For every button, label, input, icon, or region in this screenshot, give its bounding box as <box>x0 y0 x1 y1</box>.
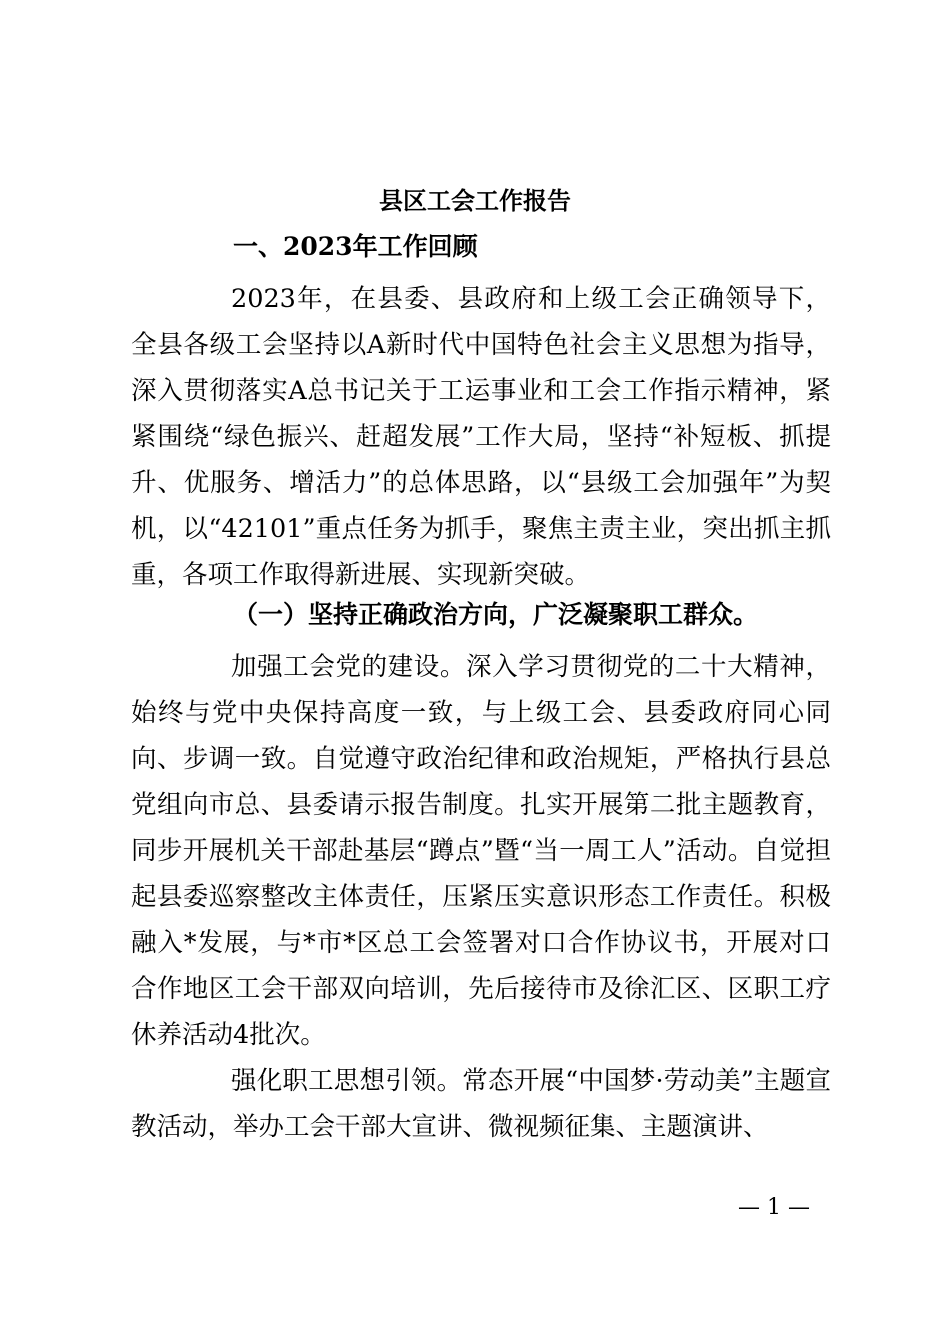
section-heading-work-review: 一、2023年工作回顾 <box>233 232 478 261</box>
paragraph-ideology: 强化职工思想引领。常态开展“中国梦·劳动美”主题宣教活动，举办工会干部大宣讲、微视频征集、主题演讲、 <box>131 1066 831 1142</box>
paragraph-party-building: 加强工会党的建设。深入学习贯彻党的二十大精神，始终与党中央保持高度一致，与上级工会、县委政府同心同向、步调一致。自觉遵守政治纪律和政治规矩，严格执行县总党组向市总、县委请示报告制度。扎实开展第二批主题教育，同步开展机关干部赴基层“蹲点”暨“当一周工人”活动。自觉担起县委巡察整改主体责任，压紧压实意识形态工作责任。积极融入*发展，与*市*区总工会签署对口合作协议书，开展对口合作地区工会干部双向培训，先后接待市及徐汇区、区职工疗休养活动4批次。 <box>131 652 831 1050</box>
subsection-heading-political-direction: （一）坚持正确政治方向，广泛凝聚职工群众。 <box>233 600 759 629</box>
document-title: 县区工会工作报告 <box>379 186 571 215</box>
page-number: — 1 — <box>738 1195 810 1220</box>
intro-paragraph: 2023年，在县委、县政府和上级工会正确领导下，全县各级工会坚持以A新时代中国特色社会主义思想为指导，深入贯彻落实A总书记关于工运事业和工会工作指示精神，紧紧围绕“绿色振兴、赶超发展”工作大局，坚持“补短板、抓提升、优服务、增活力”的总体思路，以“县级工会加强年”为契机，以“42101”重点任务为抓手，聚焦主责主业，突出抓主抓重，各项工作取得新进展、实现新突破。 <box>131 284 831 590</box>
